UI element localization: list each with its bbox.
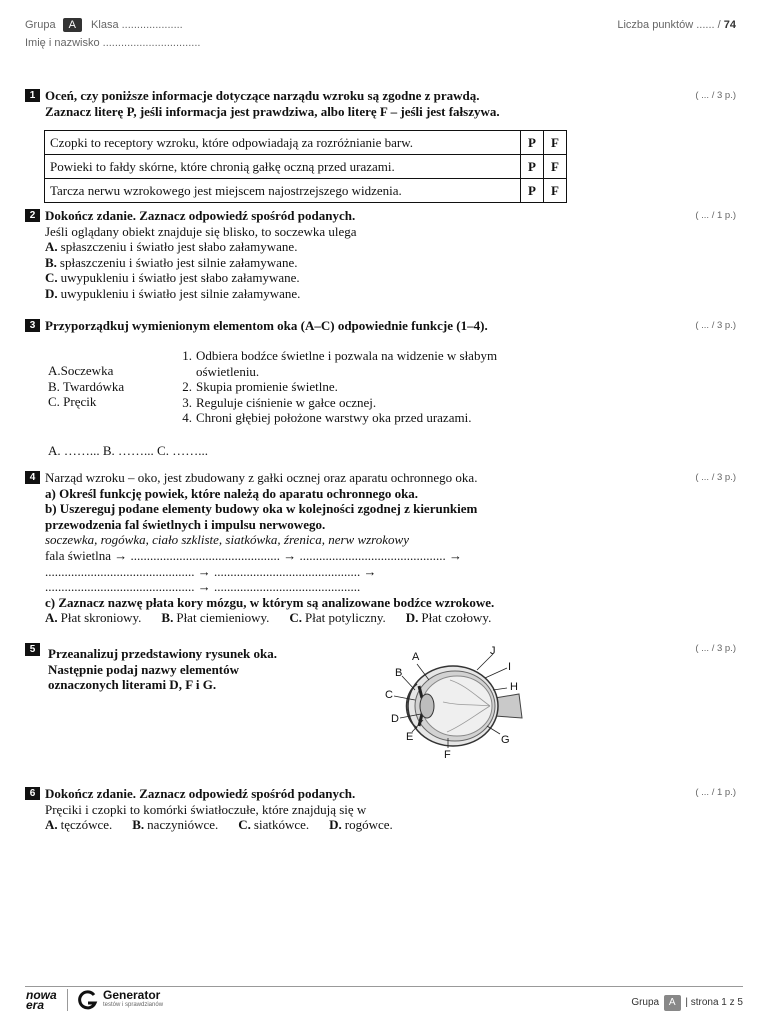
answer-option[interactable]: D. rogówce. (329, 817, 393, 833)
question-number-4: 4 (25, 471, 40, 484)
diagram-label-a: A (412, 651, 420, 663)
option-text: spłaszczeniu i światło jest silnie załamywane. (59, 254, 298, 270)
points-q3: ( ... / 3 p.) (695, 320, 736, 331)
q2-stem: Jeśli oglądany obiekt znajduje się blisko, to soczewka ulega (45, 223, 357, 239)
q4-chain-line-1[interactable]: fala świetlna → .............................................. → ............................................. → (45, 547, 463, 563)
answer-option[interactable]: A. Płat skroniowy. (45, 610, 142, 626)
question-number-6: 6 (25, 787, 40, 800)
element-item: B. Twardówka (48, 378, 125, 394)
answer-false-option[interactable]: F (544, 131, 567, 155)
points-q2: ( ... / 1 p.) (695, 210, 736, 221)
points-q1: ( ... / 3 p.) (695, 90, 736, 101)
table-row (45, 155, 567, 179)
q1-line1: Oceń, czy poniższe informacje dotyczące narządu wzroku są zgodne z prawdą. (45, 88, 480, 103)
answer-option[interactable]: A. tęczówce. (45, 817, 113, 833)
answer-option[interactable]: C. Płat potyliczny. (289, 610, 386, 626)
answer-true-option[interactable]: P (521, 179, 544, 203)
class-label: Klasa .................... (91, 19, 183, 31)
g-icon (76, 989, 98, 1011)
table-row (45, 179, 567, 203)
answer-option[interactable] (45, 255, 685, 271)
statement-cell: Tarcza nerwu wzrokowego jest miejscem najostrzejszego widzenia. (45, 179, 521, 203)
question-1-instruction (45, 88, 685, 119)
answer-true-option[interactable]: P (521, 155, 544, 179)
q6-options (45, 817, 685, 833)
points-label: Liczba punktów ...... / (617, 19, 721, 31)
q5-line3: oznaczonych literami D, F i G. (48, 677, 217, 693)
q6-stem: Pręciki i czopki to komórki światłoczułe, które znajdują się w (45, 801, 367, 817)
q4-options (45, 610, 685, 626)
diagram-label-e: E (406, 731, 414, 743)
option-text: spłaszczeniu i światło jest słabo załamywane. (60, 239, 298, 255)
q4-part-a: a) Określ funkcję powiek, które należą do aparatu ochronnego oka. (45, 485, 419, 501)
group-label: Grupa (25, 19, 56, 31)
q5-line2: Następnie podaj nazwy elementów (48, 661, 240, 677)
option-letter: D. (45, 285, 58, 301)
nowa-era-logo (26, 990, 57, 1010)
generator-logo-text (103, 989, 163, 1009)
q3-answer-line[interactable]: A. ……... B. ……... C. ……... (48, 443, 208, 458)
answer-option[interactable] (45, 286, 685, 302)
function-item: 2. Skupia promienie świetlne. (182, 379, 338, 395)
option-text: uwypukleniu i światło jest słabo załamywane. (60, 270, 300, 286)
option-letter: B. (45, 254, 57, 270)
diagram-label-f: F (444, 749, 451, 761)
element-item: A.Soczewka (48, 363, 114, 378)
answer-option[interactable]: D. Płat czołowy. (405, 610, 492, 626)
diagram-label-i: I (508, 661, 512, 673)
question-number-2: 2 (25, 209, 40, 222)
q5-line1: Przeanalizuj przedstawiony rysunek oka. (48, 646, 277, 661)
question-5-instruction (48, 646, 277, 693)
question-number-1: 1 (25, 89, 40, 102)
q3-title: Przyporządkuj wymienionym elementom oka (A–C) odpowiednie funkcje (1–4). (45, 318, 488, 333)
option-letter: A. (45, 239, 58, 255)
diagram-label-h: H (510, 681, 518, 693)
q2-title: Dokończ zdanie. Zaznacz odpowiedź spośród podanych. (45, 208, 356, 223)
question-number-3: 3 (25, 319, 40, 332)
footer-group-label: Grupa (631, 997, 660, 1008)
q3-functions-list (176, 348, 497, 426)
q4-part-b-line2: przewodzenia fal świetlnych i impulsu nerwowego. (45, 516, 326, 532)
answer-false-option[interactable]: F (544, 155, 567, 179)
generator-subtitle: testów i sprawdzianów (103, 1002, 164, 1008)
diagram-label-b: B (395, 667, 403, 679)
diagram-label-d: D (391, 713, 399, 725)
q1-line2: Zaznacz literę P, jeśli informacja jest prawdziwa, albo literę F – jeśli jest fałszywa. (45, 103, 500, 119)
function-item: oświetleniu. (196, 363, 260, 379)
name-line: Imię i nazwisko ................................ (25, 37, 201, 49)
q4-part-c: c) Zaznacz nazwę płata kory mózgu, w którym są analizowane bodźce wzrokowe. (45, 594, 495, 610)
answer-true-option[interactable]: P (521, 131, 544, 155)
question-number-5: 5 (25, 643, 40, 656)
points-q4: ( ... / 3 p.) (695, 472, 736, 483)
question-2 (45, 208, 685, 302)
q3-elements-list (48, 363, 124, 410)
function-item: 3. Reguluje ciśnienie w gałce ocznej. (182, 394, 377, 410)
statement-cell: Czopki to receptory wzroku, które odpowiadają za rozróżnianie barw. (45, 131, 521, 155)
points-q5: ( ... / 3 p.) (695, 643, 736, 654)
footer-divider (25, 986, 743, 987)
eye-diagram (375, 640, 535, 770)
footer-page-text: | strona 1 z 5 (685, 997, 743, 1008)
option-letter: C. (45, 270, 58, 286)
points-summary (617, 18, 736, 34)
points-total: 74 (723, 19, 736, 31)
answer-false-option[interactable]: F (544, 179, 567, 203)
q4-part-b-line1: b) Uszereguj podane elementy budowy oka w kolejności zgodnej z kierunkiem (45, 501, 478, 517)
diagram-label-j: J (490, 645, 496, 657)
q6-title: Dokończ zdanie. Zaznacz odpowiedź spośród podanych. (45, 786, 356, 801)
answer-option[interactable]: B. Płat ciemieniowy. (161, 610, 270, 626)
q4-chain-line-2[interactable]: .............................................. → ............................................. → (45, 563, 377, 579)
q4-chain-line-3[interactable]: .............................................. → ............................................. (45, 579, 361, 595)
q4-intro: Narząd wzroku – oko, jest zbudowany z gałki ocznej oraz aparatu ochronnego oka. (45, 470, 478, 485)
points-q6: ( ... / 1 p.) (695, 787, 736, 798)
logo-line-1: nowa (26, 988, 57, 1002)
footer-page-info (631, 995, 743, 1011)
question-6 (45, 786, 685, 833)
element-item: C. Pręcik (48, 394, 97, 410)
q4-elements-list: soczewka, rogówka, ciało szkliste, siatkówka, źrenica, nerw wzrokowy (45, 532, 409, 548)
answer-option[interactable]: C. siatkówce. (238, 817, 310, 833)
statement-cell: Powieki to fałdy skórne, które chronią gałkę oczną przed urazami. (45, 155, 521, 179)
group-badge: A (63, 18, 82, 32)
generator-logo-icon (76, 989, 98, 1015)
header-group-line (25, 18, 183, 34)
generator-title: Generator (103, 988, 161, 1002)
diagram-label-c: C (385, 689, 393, 701)
option-text: uwypukleniu i światło jest silnie załamywane. (60, 285, 301, 301)
footer-group-badge: A (664, 995, 681, 1011)
question-4 (45, 470, 685, 626)
answer-option[interactable] (45, 239, 685, 255)
table-row (45, 131, 567, 155)
answer-option[interactable]: B. naczyniówce. (132, 817, 219, 833)
footer-separator (67, 989, 68, 1011)
diagram-label-g: G (501, 734, 510, 746)
function-item: 4. Chroni głębiej położone warstwy oka przed urazami. (182, 410, 472, 426)
answer-option[interactable] (45, 270, 685, 286)
function-item: 1. Odbiera bodźce świetlne i pozwala na widzenie w słabym (182, 348, 498, 363)
logo-line-2: era (26, 998, 45, 1012)
true-false-table (44, 130, 567, 203)
